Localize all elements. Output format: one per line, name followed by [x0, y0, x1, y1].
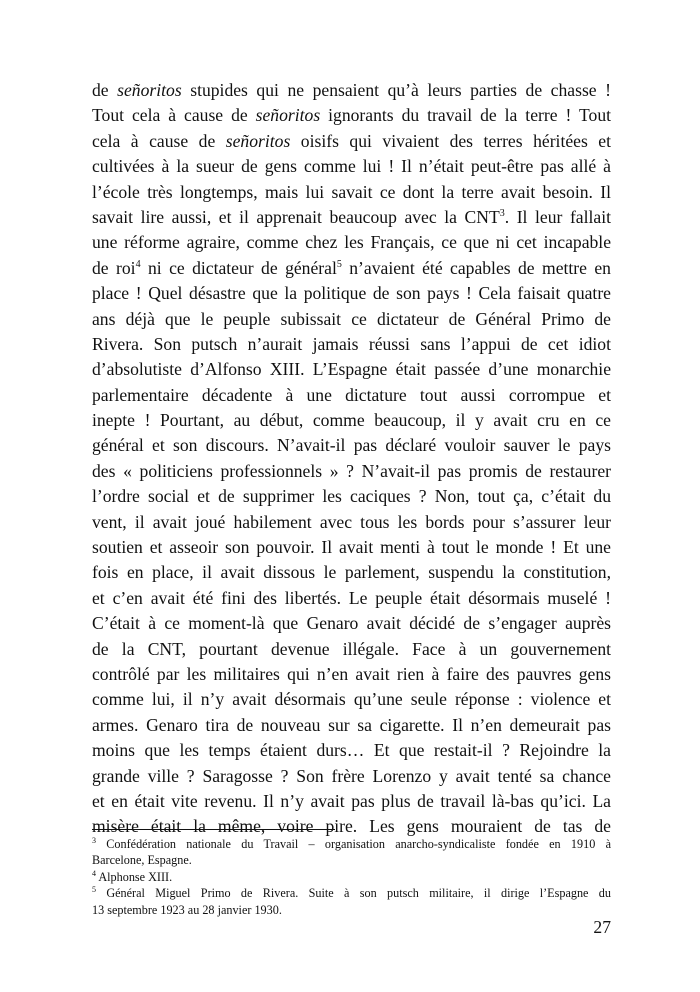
body-line	[92, 256, 611, 281]
text-run: grande ville ? Saragosse ? Son frère Lorenzo y avait tenté sa chance	[92, 765, 611, 786]
italic-word: señoritos	[117, 80, 182, 100]
body-line	[92, 180, 611, 205]
text-run: général et son discours. N’avait-il pas déclaré vouloir sauver le pays	[92, 435, 611, 456]
body-line	[92, 510, 611, 535]
footnote-line	[92, 885, 611, 901]
text-run: contrôlé par les militaires qui n’en avait rien à faire des pauvres gens	[92, 663, 611, 684]
body-line	[92, 764, 611, 789]
body-line	[92, 687, 611, 712]
body-line	[92, 611, 611, 636]
body-line	[92, 560, 611, 585]
text-run: une réforme agraire, comme chez les Français, ce que ni cet incapable	[92, 232, 611, 253]
footnote-separator	[92, 829, 335, 830]
text-run: cultivées à la sueur de gens comme lui ! Il n’était peut-être pas allé à	[92, 156, 611, 177]
text-run: Général Miguel Primo de Rivera. Suite à son putsch militaire, il dirige l’Espagne du	[96, 886, 611, 901]
footnote-marker: 4	[92, 868, 96, 878]
text-run: inepte ! Pourtant, au début, comme beaucoup, il y avait cru en ce	[92, 410, 611, 431]
footnote-line	[92, 869, 611, 885]
text-run: de roi	[92, 257, 136, 278]
text-run: n’avaient été capables de mettre en	[341, 257, 611, 278]
text-run: ans déjà que le peuple subissait ce dictateur de Général Primo de	[92, 308, 611, 329]
text-run: place ! Quel désastre que la politique de son pays ! Cela faisait quatre	[92, 283, 611, 304]
body-text	[92, 78, 611, 840]
body-line	[92, 357, 611, 382]
text-run: de la CNT, pourtant devenue illégale. Face à un gouvernement	[92, 638, 611, 659]
italic-word: señoritos	[255, 105, 321, 126]
body-line	[92, 433, 611, 458]
body-line	[92, 484, 611, 509]
body-line	[92, 281, 611, 306]
footnote-line	[92, 902, 611, 918]
text-run: Tout cela à cause de	[92, 105, 256, 126]
text-run: Rivera. Son putsch n’aurait jamais réussi sans l’appui de cet idiot	[92, 333, 611, 354]
text-run: des « politiciens professionnels » ? N’avait-il pas promis de restaurer	[92, 460, 611, 481]
text-run: Barcelone, Espagne.	[92, 853, 192, 868]
text-run: fois en place, il avait dissous le parlement, suspendu la constitution,	[92, 562, 611, 583]
body-line	[92, 230, 611, 255]
text-run: et c’en avait été fini des libertés. Le peuple était désormais muselé !	[92, 587, 611, 608]
body-line	[92, 662, 611, 687]
italic-word: señoritos	[225, 130, 291, 151]
text-run: Alphonse XIII.	[96, 869, 173, 884]
body-line	[92, 408, 611, 433]
page-number: 27	[593, 917, 611, 937]
text-run: soutien et asseoir son pouvoir. Il avait menti à tout le monde ! Et une	[92, 537, 611, 558]
body-line	[92, 78, 611, 103]
footnote-marker: 3	[92, 836, 96, 845]
text-run: stupides qui ne pensaient qu’à leurs parties de chasse !	[181, 80, 611, 100]
text-run: misère était la même, voire pire. Les gens mouraient de tas de	[92, 816, 611, 837]
body-line	[92, 713, 611, 738]
text-run: . Il leur fallait	[504, 206, 611, 227]
body-line	[92, 307, 611, 332]
body-line	[92, 459, 611, 484]
body-line	[92, 738, 611, 763]
footnote-marker: 4	[135, 258, 141, 270]
text-run: comme lui, il n’y avait désormais qu’une seule réponse : violence et	[92, 689, 611, 710]
body-line	[92, 154, 611, 179]
text-run: l’ordre social et de supprimer les caciques ? Non, tout ça, c’était du	[92, 486, 611, 507]
body-line	[92, 129, 611, 154]
body-line	[92, 103, 611, 128]
footnote-marker: 5	[336, 258, 342, 270]
footnote-marker: 3	[499, 207, 505, 219]
text-run: de	[92, 80, 118, 100]
text-run: 13 septembre 1923 au 28 janvier 1930.	[92, 902, 282, 917]
body-line	[92, 332, 611, 357]
text-run: ni ce dictateur de général	[140, 257, 337, 278]
text-run: moins que les temps étaient durs… Et que restait-il ? Rejoindre la	[92, 740, 611, 761]
text-run: C’était à ce moment-là que Genaro avait décidé de s’engager auprès	[92, 613, 611, 634]
body-line	[92, 383, 611, 408]
text-run: cela à cause de	[92, 130, 226, 151]
body-line	[92, 205, 611, 230]
text-run: vent, il avait joué habilement avec tous les bords pour s’assurer leur	[92, 511, 611, 532]
footnote-marker: 5	[92, 885, 96, 895]
body-line	[92, 586, 611, 611]
text-run: armes. Genaro tira de nouveau sur sa cigarette. Il n’en demeurait pas	[92, 714, 611, 735]
footnote-line	[92, 836, 611, 852]
text-run: d’absolutiste d’Alfonso XIII. L’Espagne était passée d’une monarchie	[92, 359, 611, 380]
footnote-line	[92, 852, 611, 868]
text-run: et en était vite revenu. Il n’y avait pas plus de travail là-bas qu’ici. La	[92, 790, 611, 811]
body-line	[92, 535, 611, 560]
text-run: l’école très longtemps, mais lui savait ce dont la terre avait besoin. Il	[92, 181, 611, 202]
text-run: Confédération nationale du Travail – organisation anarcho-syndicaliste fondée en 1910 à	[96, 837, 611, 851]
text-run: oisifs qui vivaient des terres héritées et	[290, 130, 611, 151]
text-run: ignorants du travail de la terre ! Tout	[320, 105, 611, 126]
body-line	[92, 637, 611, 662]
text-run: savait lire aussi, et il apprenait beaucoup avec la CNT	[92, 206, 500, 227]
footnotes	[92, 836, 611, 918]
body-line	[92, 789, 611, 814]
text-run: parlementaire décadente à une dictature tout aussi corrompue et	[92, 384, 611, 405]
